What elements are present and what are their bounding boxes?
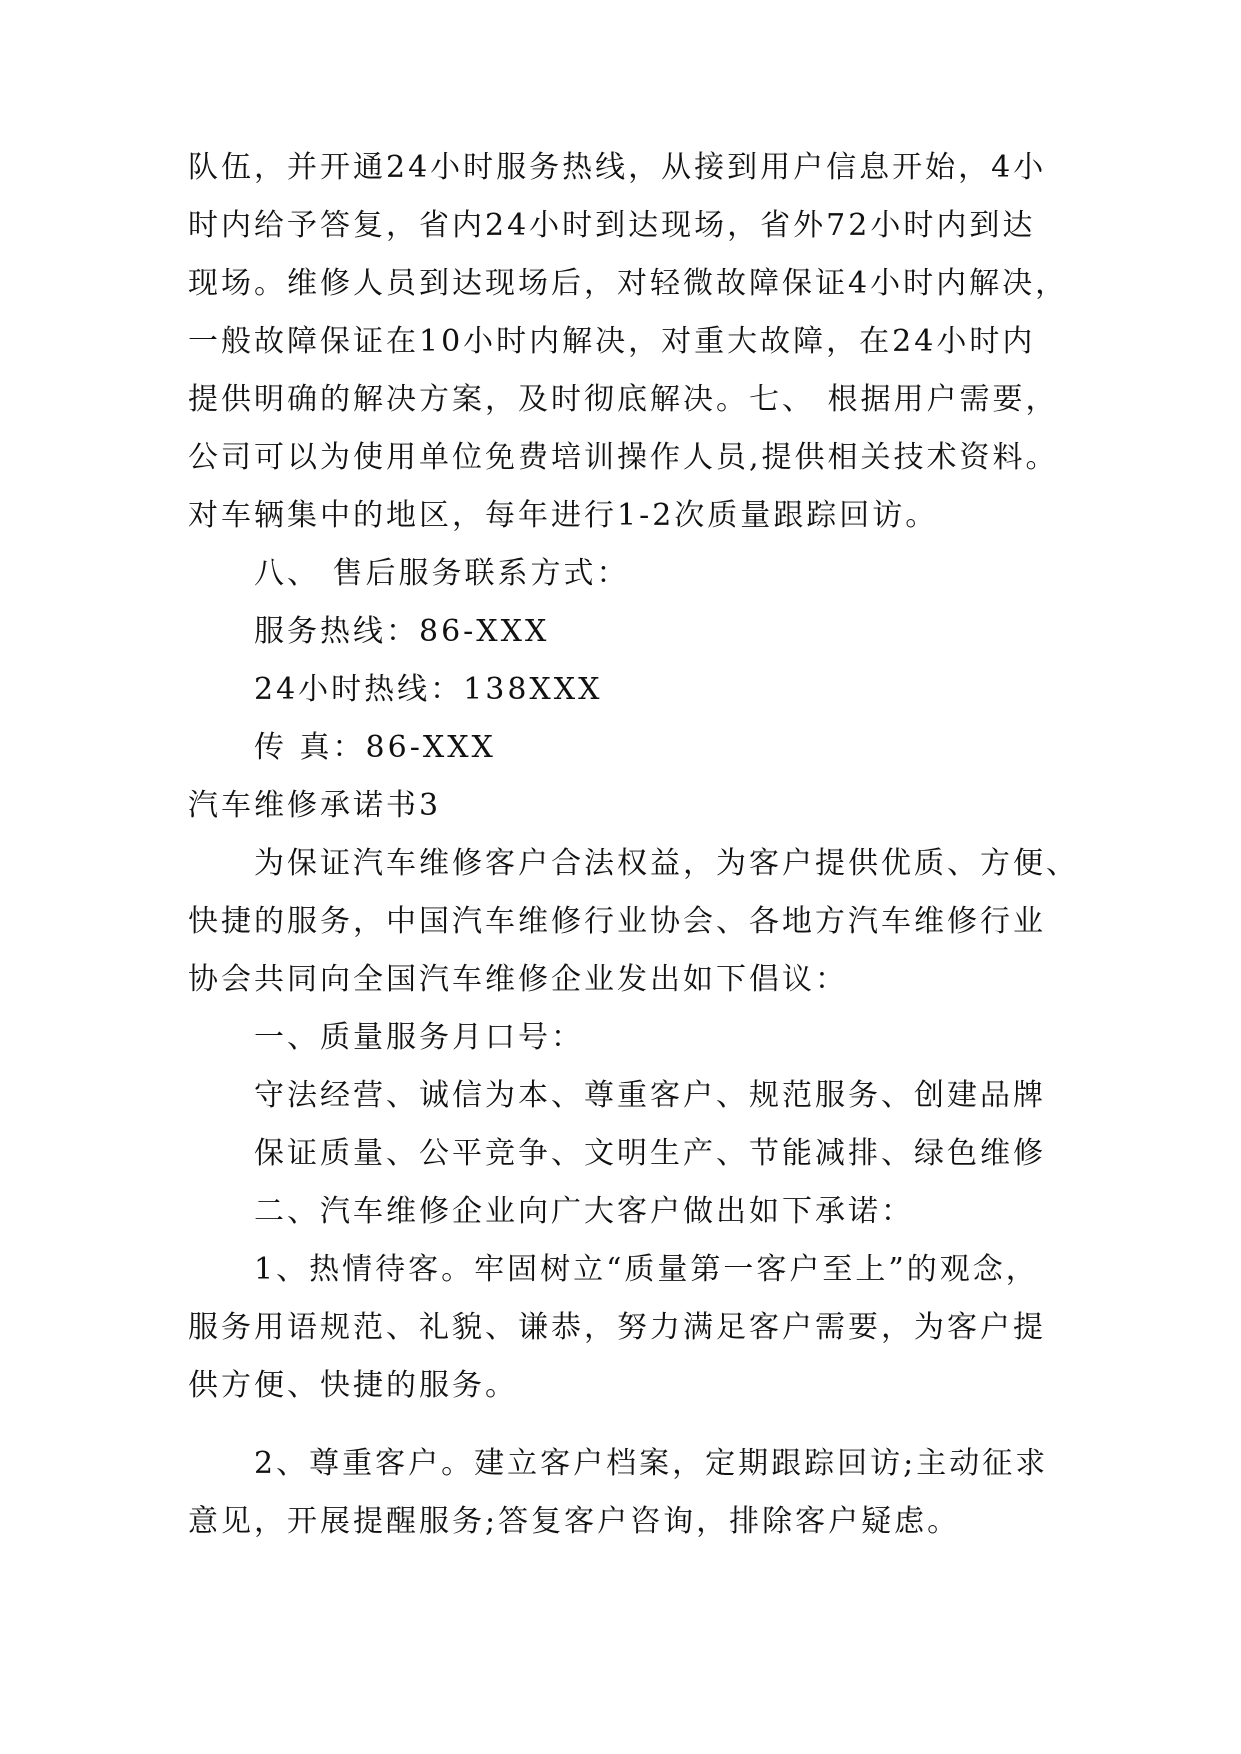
section-heading: 一、质量服务月口号： xyxy=(254,1020,584,1055)
contact-24h-hotline: 24小时热线：138XXX xyxy=(254,672,603,707)
text-line: 2、尊重客户。建立客户档案，定期跟踪回访;主动征求 xyxy=(254,1446,1049,1481)
slogan-line: 保证质量、公平竞争、文明生产、节能减排、绿色维修 xyxy=(254,1136,1046,1171)
text-line: 现场。维修人员到达现场后，对轻微故障保证4小时内解决， xyxy=(188,266,1069,301)
text-line: 对车辆集中的地区，每年进行1-2次质量跟踪回访。 xyxy=(188,498,939,533)
text-line: 服务用语规范、礼貌、谦恭，努力满足客户需要，为客户提 xyxy=(188,1310,1046,1345)
text-line: 提供明确的解决方案，及时彻底解决。七、 根据用户需要， xyxy=(188,382,1059,417)
document-title: 汽车维修承诺书3 xyxy=(188,788,442,823)
text-line: 意见，开展提醒服务;答复客户咨询，排除客户疑虑。 xyxy=(188,1504,961,1539)
contact-fax: 传 真：86-XXX xyxy=(254,730,496,765)
text-line: 一般故障保证在10小时内解决，对重大故障，在24小时内 xyxy=(188,324,1036,359)
contact-hotline: 服务热线：86-XXX xyxy=(254,614,550,649)
text-line: 队伍，并开通24小时服务热线，从接到用户信息开始，4小 xyxy=(188,150,1047,185)
text-line: 为保证汽车维修客户合法权益，为客户提供优质、方便、 xyxy=(254,846,1079,881)
text-line: 时内给予答复，省内24小时到达现场，省外72小时内到达 xyxy=(188,208,1036,243)
section-heading: 二、汽车维修企业向广大客户做出如下承诺： xyxy=(254,1194,914,1229)
text-line: 快捷的服务，中国汽车维修行业协会、各地方汽车维修行业 xyxy=(188,904,1046,939)
section-heading: 八、 售后服务联系方式： xyxy=(254,556,630,591)
text-line: 公司可以为使用单位免费培训操作人员,提供相关技术资料。 xyxy=(188,440,1059,475)
text-line: 1、热情待客。牢固树立“质量第一客户至上”的观念， xyxy=(254,1252,1039,1287)
slogan-line: 守法经营、诚信为本、尊重客户、规范服务、创建品牌 xyxy=(254,1078,1046,1113)
text-line: 协会共同向全国汽车维修企业发出如下倡议： xyxy=(188,962,848,997)
text-line: 供方便、快捷的服务。 xyxy=(188,1368,518,1403)
